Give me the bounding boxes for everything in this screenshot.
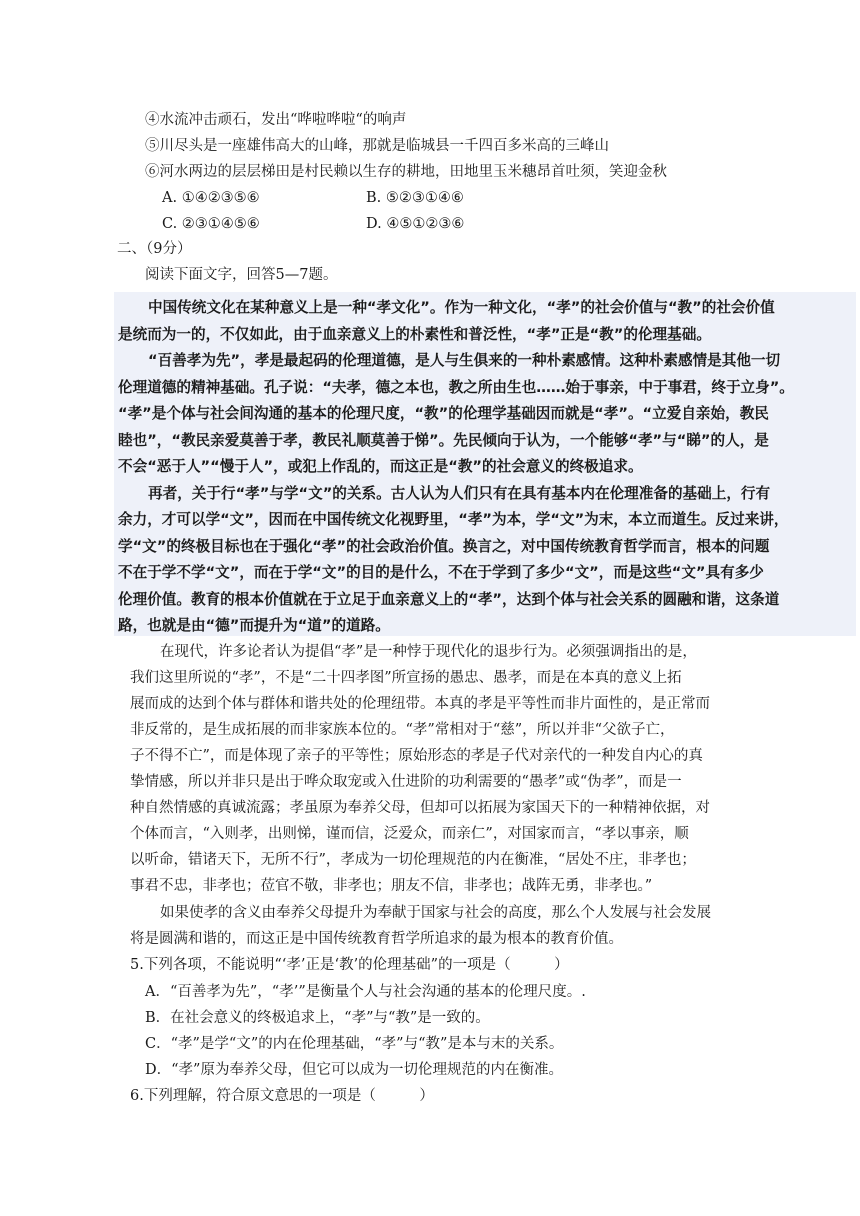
q5-option-c: C．“孝”是学“文”的内在伦理基础，“孝”与“教”是本与末的关系。 — [145, 1036, 564, 1052]
passage-line: 不会“恶于人”“慢于人”，或犯上作乱的，而这正是“教”的社会意义的终极追求。 — [118, 458, 643, 475]
passage-line: 伦理价值。教育的根本价值就在于立足于血亲意义上的“孝”，达到个体与社会关系的圆融和谐，这条道 — [118, 591, 780, 608]
passage-line: 中国传统文化在某种意义上是一种“孝文化”。作为一种文化，“孝”的社会价值与“教”的社会价值 — [148, 299, 775, 316]
passage-line: 种自然情感的真诚流露；孝虽原为奉养父母，但却可以拓展为家国天下的一种精神依据，对 — [130, 800, 710, 816]
item-5: ⑤川尽头是一座雄伟高大的山峰，那就是临城县一千四百多米高的三峰山 — [145, 138, 609, 154]
q4-option-c: C. ②③①④⑤⑥ — [162, 216, 260, 232]
passage-line: 再者，关于行“孝”与学“文”的关系。古人认为人们只有在具有基本内在伦理准备的基础上，行有 — [148, 485, 771, 502]
passage-line: 如果使孝的含义由奉养父母提升为奉献于国家与社会的高度，那么个人发展与社会发展 — [160, 905, 711, 921]
passage-line: 我们这里所说的“孝”，不是“二十四孝图”所宣扬的愚忠、愚孝，而是在本真的意义上拓 — [130, 670, 682, 686]
q5-option-d: D．“孝”原为奉养父母，但它可以成为一切伦理规范的内在衡准。 — [145, 1062, 563, 1078]
passage-line: 学“文”的终极目标也在于强化“孝”的社会政治价值。换言之，对中国传统教育哲学而言，根本的问题 — [118, 538, 770, 555]
q4-option-a: A. ①④②③⑤⑥ — [162, 190, 260, 206]
passage-line: 余力，才可以学“文”，因而在中国传统文化视野里，“孝”为本，学“文”为末，本立而道生。反过来讲， — [118, 511, 789, 528]
q6-stem: 6.下列理解，符合原文意思的一项是（ ） — [130, 1088, 434, 1104]
passage-line: 非反常的，是生成拓展的而非家族本位的。“孝”常相对于“慈”，所以并非“父欲子亡， — [130, 722, 675, 738]
q5-option-a: A．“百善孝为先”，“孝’”是衡量个人与社会沟通的基本的伦理尺度。. — [145, 984, 586, 1000]
passage-line: 睦也”，“教民亲爱莫善于孝，教民礼顺莫善于悌”。先民倾向于认为，一个能够“孝”与“睇”的人，是 — [118, 432, 769, 449]
item-6: ⑥河水两边的层层梯田是村民赖以生存的耕地，田地里玉米穗昂首吐须，笑迎金秋 — [145, 164, 667, 180]
q4-option-b: B. ⑤②③①④⑥ — [366, 190, 464, 206]
instruction: 阅读下面文字，回答5—7题。 — [145, 267, 338, 283]
q4-option-d: D. ④⑤①②③⑥ — [366, 216, 465, 232]
passage-line: 展而成的达到个体与群体和谐共处的伦理纽带。本真的孝是平等性而非片面性的，是正常而 — [130, 696, 710, 712]
section-heading: 二、（9分） — [117, 241, 192, 257]
passage-line: 挚情感，所以并非只是出于哗众取宠或入仕进阶的功利需要的“愚孝”或“伪孝”，而是一 — [130, 774, 682, 790]
passage-line: “孝”是个体与社会间沟通的基本的伦理尺度，“教”的伦理学基础因而就是“孝”。“立爱自亲始，教民 — [118, 405, 769, 422]
q5-stem: 5.下列各项，不能说明“‘孝’正是‘教’的伦理基础”的一项是（ ） — [130, 957, 569, 973]
passage-line: “百善孝为先”，孝是最起码的伦理道德，是人与生俱来的一种朴素感情。这种朴素感情是其他一切 — [148, 352, 781, 369]
passage-line: 事君不忠，非孝也；莅官不敬，非孝也；朋友不信，非孝也；战阵无勇，非孝也。” — [130, 878, 653, 894]
q5-option-b: B．在社会意义的终极追求上，“孝”与“教”是一致的。 — [145, 1010, 490, 1026]
passage-line: 不在于学不学“文”，而在于学“文”的目的是什么，不在于学到了多少“文”，而是这些“文”具有多少 — [118, 564, 764, 581]
passage-line: 将是圆满和谐的，而这正是中国传统教育哲学所追求的最为根本的教育价值。 — [130, 931, 623, 947]
passage-line: 以听命，错诸天下，无所不行”，孝成为一切伦理规范的内在衡准，“居处不庄，非孝也； — [130, 852, 696, 868]
passage-line: 伦理道德的精神基础。孔子说：“夫孝，德之本也，教之所由生也……始于事亲，中于事君，终于立身”。 — [118, 379, 794, 396]
item-4: ④水流冲击顽石，发出“哗啦哗啦“的响声 — [145, 112, 407, 128]
passage-line: 是统而为一的，不仅如此，由于血亲意义上的朴素性和普泛性，“孝”正是“教”的伦理基础。 — [118, 326, 711, 343]
passage-line: 个体而言，“入则孝，出则悌，谨而信，泛爱众，而亲仁”，对国家而言，“孝以事亲，顺 — [130, 826, 689, 842]
passage-line: 子不得不亡”，而是体现了亲子的平等性；原始形态的孝是子代对亲代的一种发自内心的真 — [130, 748, 703, 764]
passage-line: 路，也就是由“德”而提升为“道”的道路。 — [118, 617, 390, 634]
passage-line: 在现代，许多论者认为提倡“孝”是一种悖于现代化的退步行为。必须强调指出的是， — [160, 644, 697, 660]
